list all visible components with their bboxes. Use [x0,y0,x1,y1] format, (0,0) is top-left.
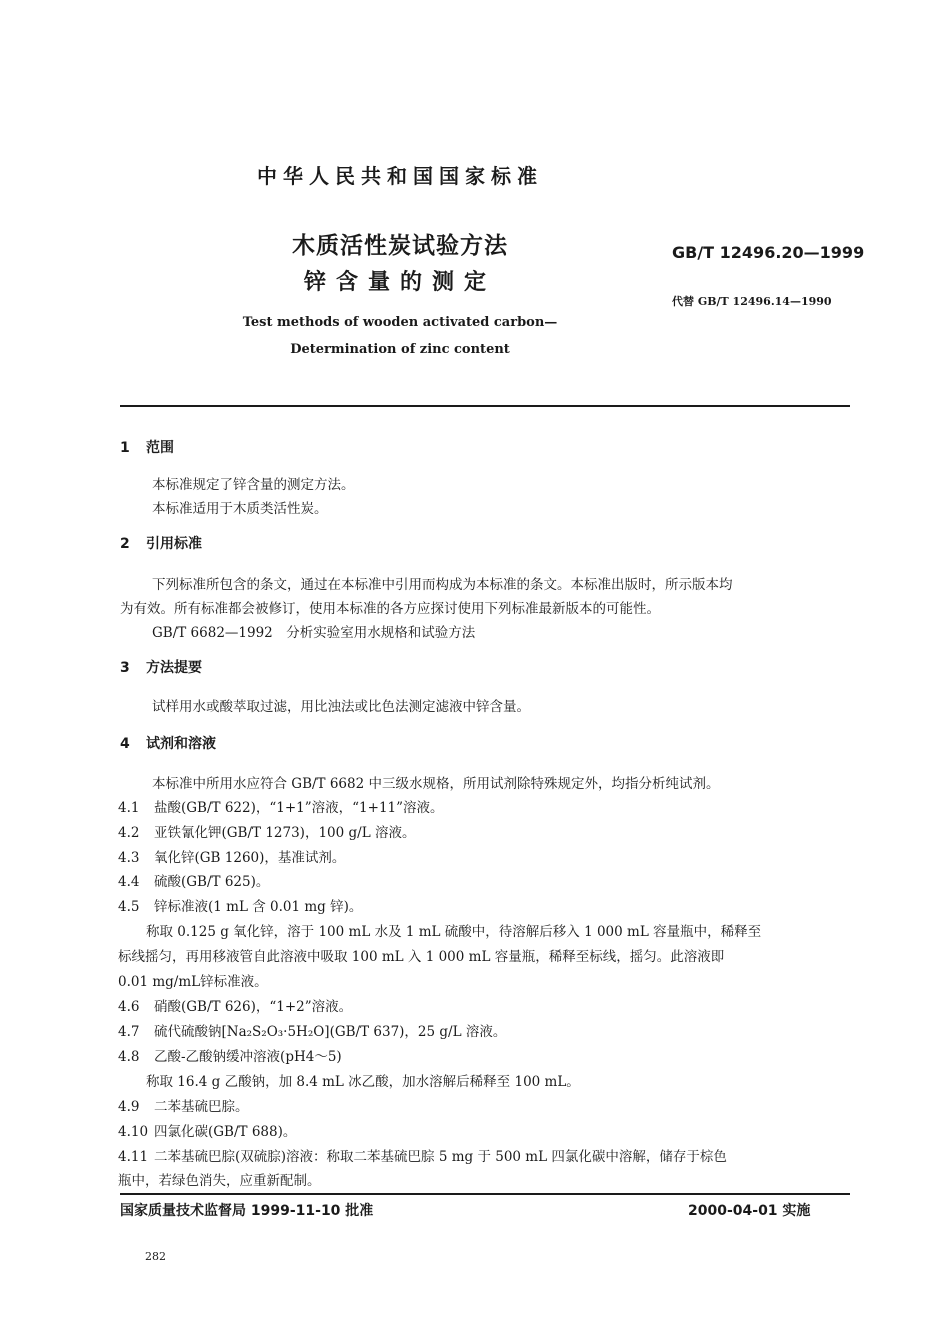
section-number: 3 [120,660,130,676]
footer-divider [120,1193,850,1195]
item-number: 4.3 [118,850,140,866]
list-item [118,1020,506,1040]
section-4-heading [120,733,216,753]
list-item [118,870,269,890]
section-number: 4 [120,736,130,752]
header-divider [120,405,850,407]
item-number: 4.10 [118,1124,149,1140]
section-3-heading [120,657,202,677]
implementation-date: 2000-04-01 实施 [688,1203,811,1219]
paragraph: 本标准适用于木质类活性炭。 [152,501,328,517]
item-number: 4.4 [118,874,140,890]
list-item [118,846,345,866]
item-text: 二苯基硫巴腙。 [154,1099,249,1115]
normative-reference: GB/T 6682—1992 分析实验室用水规格和试验方法 [152,625,476,641]
document-subtitle: 锌含量的测定 [303,270,496,295]
list-item [118,1145,727,1165]
item-text: 四氯化碳(GB/T 688)。 [154,1124,297,1140]
section-title: 方法提要 [146,660,202,676]
item-text: 盐酸(GB/T 622)，“1+1”溶液，“1+11”溶液。 [154,800,444,816]
item-text: 亚铁氰化钾(GB/T 1273)，100 g/L 溶液。 [154,825,416,841]
item-text: 硫酸(GB/T 625)。 [154,874,270,890]
list-item [118,1095,249,1115]
item-text: 硝酸(GB/T 626)，“1+2”溶液。 [154,999,353,1015]
english-title-line2: Determination of zinc content [290,342,510,357]
section-2-heading [120,533,202,553]
paragraph: 称取 16.4 g 乙酸钠，加 8.4 mL 冰乙酸，加水溶解后稀释至 100 mL。 [146,1074,580,1090]
item-number: 4.1 [118,800,140,816]
paragraph: 下列标准所包含的条文，通过在本标准中引用而构成为本标准的条文。本标准出版时，所示版本均 [152,577,733,593]
page-number: 282 [145,1250,166,1263]
list-item [118,1045,342,1065]
section-title: 范围 [146,440,174,456]
item-number: 4.2 [118,825,140,841]
item-number: 4.11 [118,1149,149,1165]
standard-number: GB/T 12496.20—1999 [672,243,865,262]
list-item [118,821,415,841]
list-item [118,1120,296,1140]
approval-note: 国家质量技术监督局 1999-11-10 批准 [120,1203,374,1219]
paragraph: 本标准规定了锌含量的测定方法。 [152,477,355,493]
list-item [118,995,352,1015]
item-number: 4.5 [118,899,140,915]
paragraph: 瓶中，若绿色消失，应重新配制。 [118,1173,321,1189]
item-number: 4.9 [118,1099,140,1115]
item-text: 氧化锌(GB 1260)，基准试剂。 [154,850,346,866]
paragraph: 试样用水或酸萃取过滤，用比浊法或比色法测定滤液中锌含量。 [152,699,530,715]
item-number: 4.6 [118,999,140,1015]
section-1-heading [120,437,174,457]
national-standard-title: 中华人民共和国国家标准 [257,164,543,188]
paragraph: 标线摇匀，再用移液管自此溶液中吸取 100 mL 入 1 000 mL 容量瓶，稀释至标线，摇匀。此溶液即 [118,949,725,965]
paragraph: 本标准中所用水应符合 GB/T 6682 中三级水规格，所用试剂除特殊规定外，均指分析纯试剂。 [152,776,720,792]
item-number: 4.7 [118,1024,140,1040]
section-number: 1 [120,440,130,456]
english-title-line1: Test methods of wooden activated carbon— [242,315,558,330]
paragraph: 0.01 mg/mL锌标准液。 [118,974,268,990]
section-title: 试剂和溶液 [146,736,216,752]
document-title: 木质活性炭试验方法 [292,233,508,259]
list-item [118,895,362,915]
item-text: 二苯基硫巴腙(双硫腙)溶液：称取二苯基硫巴腙 5 mg 于 500 mL 四氯化碳中溶解，储存于棕色 [154,1149,727,1165]
item-text: 乙酸-乙酸钠缓冲溶液(pH4～5) [154,1049,342,1065]
paragraph: 为有效。所有标准都会被修订，使用本标准的各方应探讨使用下列标准最新版本的可能性。 [120,601,660,617]
item-text: 硫代硫酸钠[Na₂S₂O₃·5H₂O](GB/T 637)，25 g/L 溶液。 [154,1024,507,1040]
replaces-standard: 代替 GB/T 12496.14—1990 [672,295,832,308]
section-title: 引用标准 [146,536,202,552]
list-item [118,796,444,816]
item-text: 锌标准液(1 mL 含 0.01 mg 锌)。 [154,899,363,915]
item-number: 4.8 [118,1049,140,1065]
section-number: 2 [120,536,130,552]
paragraph: 称取 0.125 g 氧化锌，溶于 100 mL 水及 1 mL 硫酸中，待溶解后移入 1 000 mL 容量瓶中，稀释至 [146,924,762,940]
